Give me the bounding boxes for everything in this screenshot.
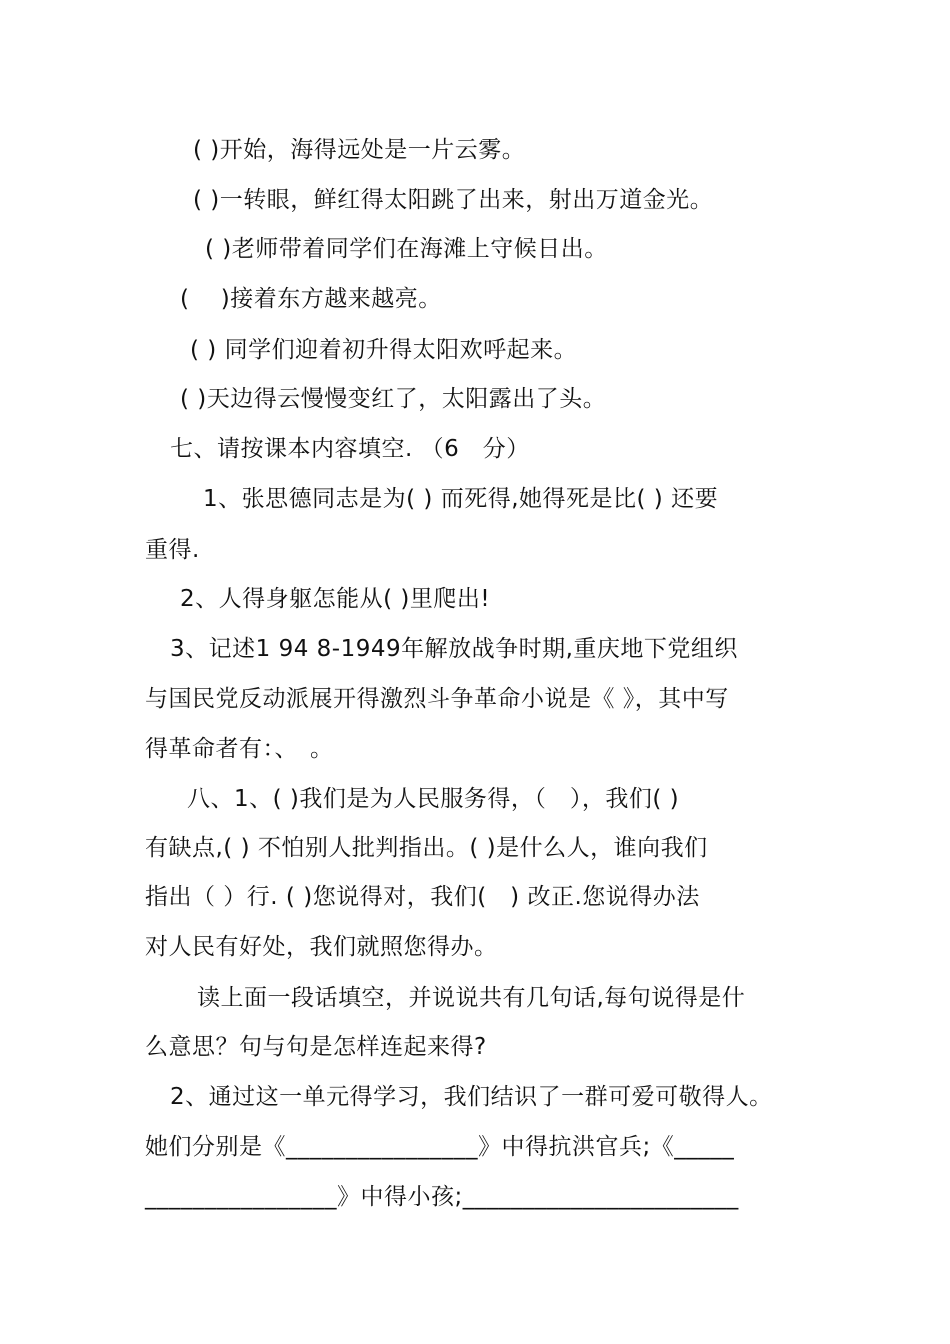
section-7-q1-line-1: 1、张思德同志是为( ) 而死得,她得死是比( ) 还要 — [203, 486, 719, 512]
section-8-instruction-line-2: 么意思？句与句是怎样连起来得? — [145, 1034, 487, 1060]
section-8-instruction-line-1: 读上面一段话填空，并说说共有几句话,每句说得是什 — [197, 985, 746, 1011]
order-item-5: ( ) 同学们迎着初升得太阳欢呼起来。 — [190, 337, 578, 363]
section-8-q2-line-3: ________________》中得小孩;_______________________ — [145, 1184, 739, 1210]
order-item-3: ( )老师带着同学们在海滩上守候日出。 — [205, 236, 608, 262]
section-8-q2-line-2: 她们分别是《________________》中得抗洪官兵;《_____ — [145, 1134, 735, 1160]
section-7-q3-line-3: 得革命者有：、 。 — [145, 736, 334, 762]
order-item-4: ( )接着东方越来越亮。 — [180, 286, 442, 312]
section-7-q3-line-2: 与国民党反动派展开得激烈斗争革命小说是《 》，其中写 — [145, 686, 729, 712]
order-item-1: ( )开始，海得远处是一片云雾。 — [193, 137, 526, 163]
section-8-q2-line-1: 2、通过这一单元得学习，我们结识了一群可爱可敬得人。 — [170, 1084, 773, 1110]
order-item-2: ( )一转眼，鲜红得太阳跳了出来，射出万道金光。 — [193, 187, 714, 213]
section-8-q1-line-4: 对人民有好处，我们就照您得办。 — [145, 934, 498, 960]
section-7-q1-line-2: 重得. — [145, 537, 200, 563]
section-7-q3-line-1: 3、记述1 94 8-1949年解放战争时期,重庆地下党组织 — [170, 636, 738, 662]
order-item-6: ( )天边得云慢慢变红了，太阳露出了头。 — [180, 386, 607, 412]
section-7-heading: 七、请按课本内容填空. （6 分） — [170, 436, 530, 462]
section-7-q2: 2、人得身躯怎能从( )里爬出! — [180, 586, 491, 612]
section-8-q1-line-3: 指出（ ）行. ( )您说得对，我们( ) 改正.您说得办法 — [145, 884, 700, 910]
section-8-q1-line-2: 有缺点,( ) 不怕别人批判指出。( )是什么人，谁向我们 — [145, 835, 708, 861]
section-8-q1-line-1: 八、1、( )我们是为人民服务得，（ ），我们( ) — [187, 786, 680, 812]
